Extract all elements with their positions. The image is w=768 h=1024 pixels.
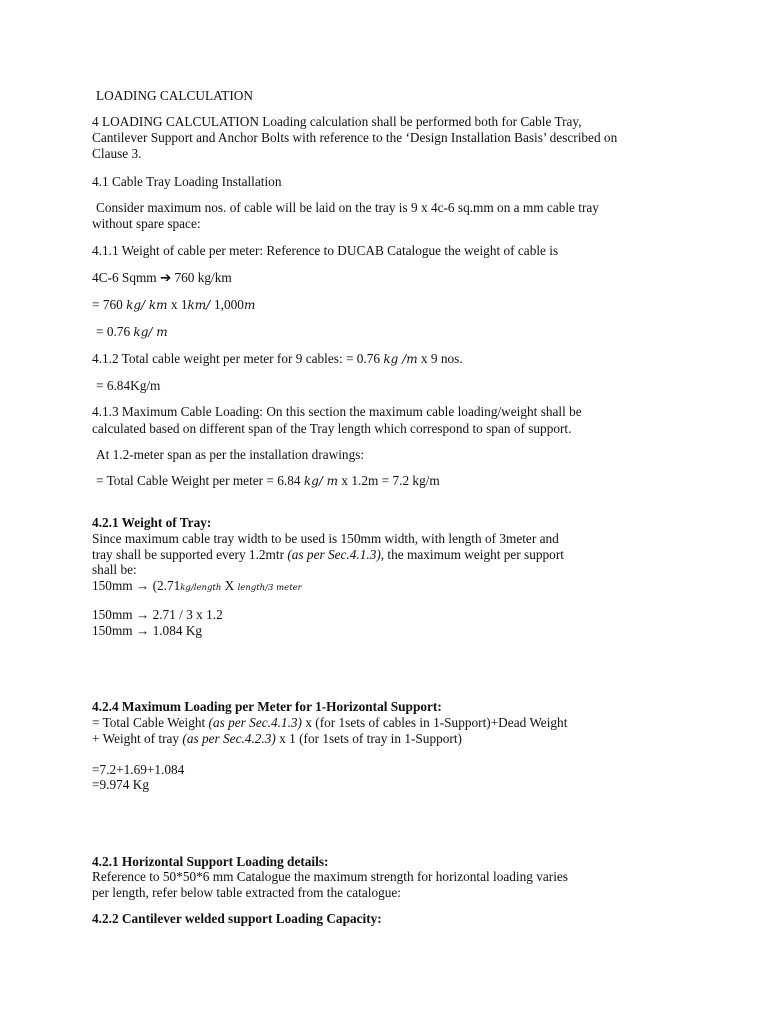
section-4-1-line-1: Consider maximum nos. of cable will be laid on the tray is 9 x 4c-6 sq.mm on a mm cable tray [96, 200, 599, 215]
s412-result: = 6.84Kg/m [96, 378, 161, 393]
section-4-2-1-line-1: Since maximum cable tray width to be used is 150mm width, with length of 3meter and [92, 531, 559, 546]
intro-line-2: Cantilever Support and Anchor Bolts with reference to the ‘Design Installation Basis’ described on [92, 130, 618, 145]
s421-l2-part-b: , the maximum weight per support [380, 547, 564, 562]
f1-sub-c: length/3 meter [237, 583, 302, 593]
s412-unit: kg /m [383, 352, 418, 366]
cable-size: 4C-6 Sqmm [92, 270, 157, 285]
section-4-2-4-line-2 [92, 731, 462, 747]
section-4-1-3-line-1: 4.1.3 Maximum Cable Loading: On this section the maximum cable loading/weight shall be [92, 404, 582, 419]
section-4-1-2 [92, 351, 463, 367]
calc-2-unit: kg/ m [133, 325, 168, 339]
s421-l2-reference: (as per Sec.4.1.3) [287, 547, 381, 562]
s421-l2-part-a: tray shall be supported every 1.2mtr [92, 547, 288, 562]
formula-line-1 [92, 578, 302, 596]
s424-l1-part-b: x (for 1sets of cables in 1-Support)+Dead Weight [301, 715, 568, 730]
doc-heading: LOADING CALCULATION [96, 88, 253, 103]
f1-sub-b: ength [196, 583, 222, 593]
total-part-a: = Total Cable Weight per meter = 6.84 [96, 473, 304, 488]
section-4-2-2-title: 4.2.2 Cantilever welded support Loading Capacity: [92, 911, 382, 926]
formula-line-2: 150mm → 2.71 / 3 x 1.2 [92, 607, 223, 622]
f1-part-a: 150mm → (2.71 [92, 578, 181, 593]
section-4-1-1: 4.1.1 Weight of cable per meter: Reference to DUCAB Catalogue the weight of cable is [92, 243, 559, 258]
s424-l2-part-a: + Weight of tray [92, 731, 183, 746]
s424-l2-part-b: x 1 (for 1sets of tray in 1-Support) [275, 731, 462, 746]
section-4-2-4-title: 4.2.4 Maximum Loading per Meter for 1-Horizontal Support: [92, 699, 442, 714]
section-4-2-1-line-2 [92, 547, 564, 563]
section-4-2-1-horizontal-title: 4.2.1 Horizontal Support Loading details: [92, 854, 329, 869]
calc-1-unit-c: m [243, 298, 256, 312]
s424-l1-part-a: = Total Cable Weight [92, 715, 209, 730]
total-part-b: x 1.2m = 7.2 kg/m [338, 473, 440, 488]
s424-l1-reference: (as per Sec.4.1.3) [208, 715, 302, 730]
s424-l2-reference: (as per Sec.4.2.3) [182, 731, 276, 746]
calc-line-1 [92, 297, 255, 313]
cable-weight: 760 kg/km [174, 270, 232, 285]
arrow-right-icon: ➔ [159, 270, 172, 285]
calc-line-2 [96, 324, 168, 340]
total-weight-line [96, 473, 440, 489]
sum-line-1: =7.2+1.69+1.084 [92, 762, 185, 777]
intro-line-3: Clause 3. [92, 146, 142, 161]
section-4-2-1-horizontal-line-2: per length, refer below table extracted from the catalogue: [92, 885, 402, 900]
sum-line-2: =9.974 Kg [92, 777, 149, 792]
section-4-2-1-title: 4.2.1 Weight of Tray: [92, 515, 212, 530]
calc-1-part-b: x 1 [167, 297, 188, 312]
intro-line-1: 4 LOADING CALCULATION Loading calculation shall be performed both for Cable Tray, [92, 114, 582, 129]
s412-part-b: x 9 nos. [417, 351, 463, 366]
calc-1-part-c: 1,000 [214, 297, 244, 312]
f1-sub-a: kg/l [180, 583, 197, 593]
cable-spec-line [92, 270, 232, 286]
calc-1-unit-a: kg/ km [126, 298, 168, 312]
section-4-1-title: 4.1 Cable Tray Loading Installation [92, 174, 282, 189]
calc-1-unit-b: km/ [187, 298, 215, 312]
section-4-1-3-line-2: calculated based on different span of the Tray length which correspond to span of support. [92, 421, 572, 436]
section-4-2-1-line-3: shall be: [92, 562, 137, 577]
calc-2-value: = 0.76 [96, 324, 134, 339]
f1-part-b: X [221, 578, 238, 593]
section-4-2-4-line-1 [92, 715, 567, 731]
formula-line-3: 150mm → 1.084 Kg [92, 623, 203, 638]
s412-part-a: 4.1.2 Total cable weight per meter for 9 cables: = 0.76 [92, 351, 384, 366]
total-unit: kg/ m [303, 474, 339, 488]
section-4-2-1-horizontal-line-1: Reference to 50*50*6 mm Catalogue the maximum strength for horizontal loading varies [92, 869, 568, 884]
calc-1-part-a: = 760 [92, 297, 127, 312]
span-note: At 1.2-meter span as per the installation drawings: [96, 447, 365, 462]
section-4-1-line-2: without spare space: [92, 216, 201, 231]
